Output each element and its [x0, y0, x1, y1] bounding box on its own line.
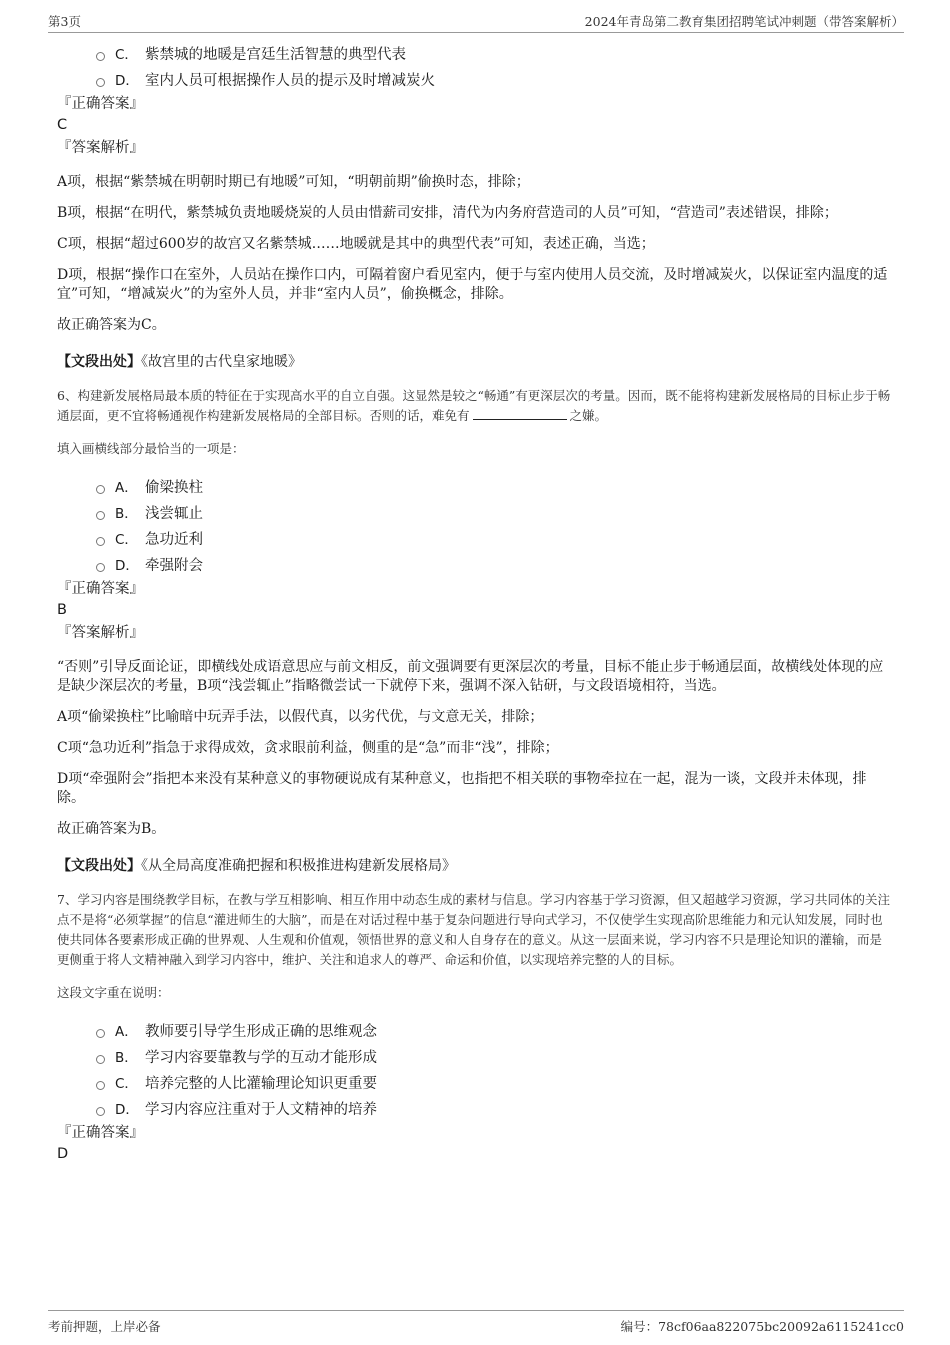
explanation-paragraph: “否则”引导反面论证，即横线处成语意思应与前文相反，前文强调要有更深层次的考量，目标不能止步于畅通层面，故横线处体现的应是缺少深层次的考量，B项“浅尝辄止”指略微尝试一下就停下来，强调不深入钻研，与文段语境相符，当选。	[57, 659, 884, 694]
q6-options	[57, 473, 897, 577]
question-prompt: 填入画横线部分最恰当的一项是：	[57, 441, 245, 456]
explanation-paragraph: A项“偷梁换柱”比喻暗中玩弄手法，以假代真，以劣代优，与文意无关，排除；	[57, 709, 544, 725]
q5-options	[57, 40, 897, 92]
document-title: 2024年青岛第二教育集团招聘笔试冲刺题（带答案解析）	[584, 14, 904, 29]
conclusion-paragraph: 故正确答案为C。	[57, 317, 166, 333]
question-stem: 6、构建新发展格局最本质的特征在于实现高水平的自立自强。这显然是较之“畅通”有更深层次的考量。因而，既不能将构建新发展格局的目标止步于畅通层面，更不宜将畅通视作构建新发展格局的全部目标。否则的话，难免有 之嫌。	[57, 388, 891, 423]
document-content	[57, 40, 897, 1167]
radio-icon[interactable]	[96, 563, 105, 572]
analysis-label: 『答案解析』	[57, 625, 144, 641]
explanation-paragraph: D项“牵强附会”指把本来没有某种意义的事物硬说成有某种意义，也指把不相关联的事物牵拉在一起，混为一谈，文段并未体现，排除。	[57, 771, 867, 806]
q7-option-c[interactable]: C． 培养完整的人比灌输理论知识更重要	[96, 1069, 897, 1095]
question-prompt: 这段文字重在说明：	[57, 985, 170, 1000]
radio-icon[interactable]	[96, 1055, 105, 1064]
radio-icon[interactable]	[96, 511, 105, 520]
explanation-paragraph: B项，根据“在明代，紫禁城负责地暖烧炭的人员由惜薪司安排，清代为内务府营造司的人员”可知，“营造司”表述错误，排除；	[57, 205, 838, 221]
q6-option-b[interactable]: B． 浅尝辄止	[96, 499, 897, 525]
answer-label: 『正确答案』	[57, 1125, 144, 1141]
q5-option-c[interactable]: C． 紫禁城的地暖是宫廷生活智慧的典型代表	[96, 40, 897, 66]
page-header	[48, 12, 904, 33]
footer-slogan: 考前押题，上岸必备	[48, 1319, 161, 1334]
radio-icon[interactable]	[96, 1029, 105, 1038]
radio-icon[interactable]	[96, 1081, 105, 1090]
page-number: 第3页	[48, 14, 81, 29]
answer-value: B	[57, 602, 67, 618]
q7-option-d[interactable]: D． 学习内容应注重对于人文精神的培养	[96, 1095, 897, 1121]
q6-option-d[interactable]: D． 牵强附会	[96, 551, 897, 577]
answer-value: C	[57, 117, 68, 133]
source-citation: 【文段出处】《故宫里的古代皇家地暖》	[57, 354, 302, 370]
q6-option-c[interactable]: C． 急功近利	[96, 525, 897, 551]
explanation-paragraph: C项“急功近利”指急于求得成效，贪求眼前利益，侧重的是“急”而非“浅”，排除；	[57, 740, 559, 756]
explanation-paragraph: A项，根据“紫禁城在明朝时期已有地暖”可知，“明朝前期”偷换时态，排除；	[57, 174, 530, 190]
page-footer	[48, 1310, 904, 1335]
radio-icon[interactable]	[96, 52, 105, 61]
fill-blank	[473, 407, 567, 420]
q7-option-b[interactable]: B． 学习内容要靠教与学的互动才能形成	[96, 1043, 897, 1069]
answer-value: D	[57, 1146, 69, 1162]
q7-options	[57, 1017, 897, 1121]
answer-label: 『正确答案』	[57, 581, 144, 597]
answer-label: 『正确答案』	[57, 96, 144, 112]
radio-icon[interactable]	[96, 485, 105, 494]
source-citation: 【文段出处】《从全局高度准确把握和积极推进构建新发展格局》	[57, 858, 456, 874]
q5-option-d[interactable]: D． 室内人员可根据操作人员的提示及时增减炭火	[96, 66, 897, 92]
radio-icon[interactable]	[96, 78, 105, 87]
conclusion-paragraph: 故正确答案为B。	[57, 821, 166, 837]
analysis-label: 『答案解析』	[57, 140, 144, 156]
question-stem: 7、学习内容是围绕教学目标，在教与学互相影响、相互作用中动态生成的素材与信息。学习内容基于学习资源，但又超越学习资源，学习共同体的关注点不是将“必须掌握”的信息“灌进师生的大脑”，而是在对话过程中基于复杂问题进行导向式学习，不仅使学生实现高阶思维能力和元认知发展，同时也使共同体各要素形成正确的世界观、人生观和价值观，领悟世界的意义和人自身存在的意义。从这一层面来说，学习内容不只是理论知识的灌输，而是更侧重于将人文精神融入到学习内容中，维护、关注和追求人的尊严、命运和价值，以实现培养完整的人的目标。	[57, 892, 890, 967]
radio-icon[interactable]	[96, 537, 105, 546]
explanation-paragraph: D项，根据“操作口在室外，人员站在操作口内，可隔着窗户看见室内，便于与室内使用人员交流，及时增减炭火，以保证室内温度的适宜”可知，“增减炭火”的为室外人员，并非“室内人员”，偷换概念，排除。	[57, 267, 888, 302]
q6-option-a[interactable]: A． 偷梁换柱	[96, 473, 897, 499]
q7-option-a[interactable]: A． 教师要引导学生形成正确的思维观念	[96, 1017, 897, 1043]
radio-icon[interactable]	[96, 1107, 105, 1116]
explanation-paragraph: C项，根据“超过600岁的故宫又名紫禁城……地暖就是其中的典型代表”可知，表述正确，当选；	[57, 236, 655, 252]
document-id: 编号：78cf06aa822075bc20092a6115241cc0	[620, 1319, 904, 1334]
